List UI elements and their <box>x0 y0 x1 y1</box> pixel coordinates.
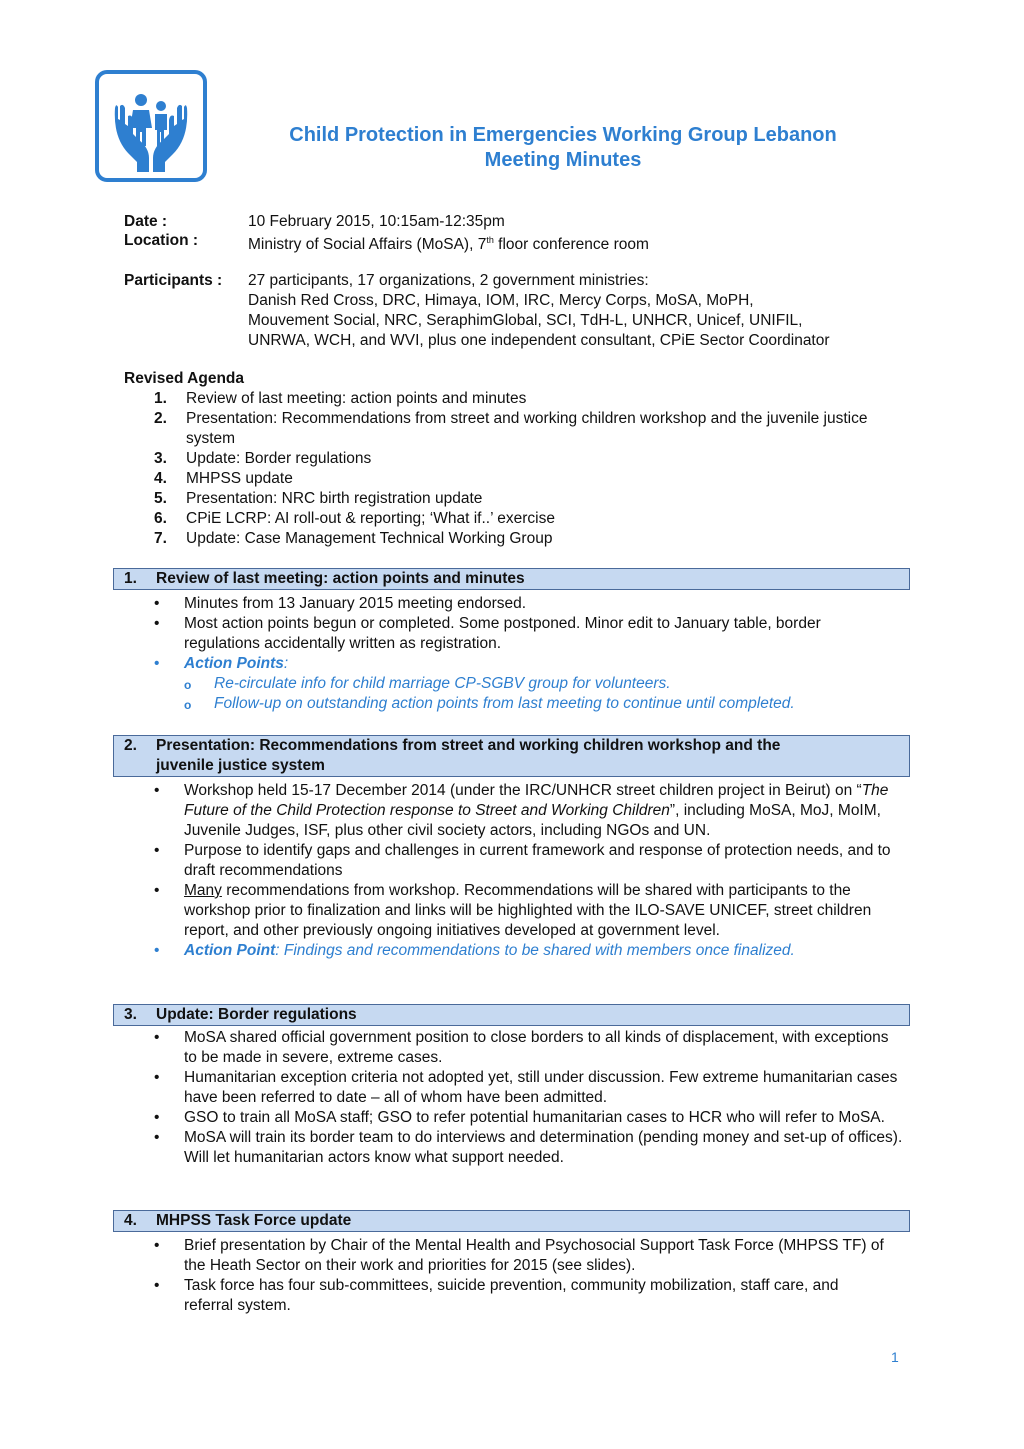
list-item: • Minutes from 13 January 2015 meeting endorsed. <box>150 594 900 614</box>
location-value: Ministry of Social Affairs (MoSA), 7th floor conference room <box>248 235 649 254</box>
list-item: • Workshop held 15-17 December 2014 (under the IRC/UNHCR street children project in Beirut) on “The Future of the Child Protection response to Street and Working Children”, including MoSA, MoJ, MoIM, Juvenile Judges, ISF, plus other civil society actors, including NGOs and UN. <box>150 781 900 841</box>
action-point-item: • Action Point: Findings and recommendations to be shared with members once finalized. <box>150 941 900 961</box>
list-item: • Most action points begun or completed. Some postponed. Minor edit to January table, border regulations accidentally written as registration. <box>150 614 900 654</box>
page-number: 1 <box>891 1349 899 1365</box>
document-title <box>240 123 886 173</box>
participants-label: Participants : <box>124 272 223 289</box>
participants-line: Mouvement Social, NRC, SeraphimGlobal, SCI, TdH-L, UNHCR, Unicef, UNIFIL, <box>248 312 803 329</box>
location-label: Location : <box>124 232 199 249</box>
agenda-item: 3. Update: Border regulations <box>154 450 372 467</box>
date-label: Date : <box>124 213 168 230</box>
list-item: • MoSA will train its border team to do interviews and determination (pending money and set-up of offices). Will let humanitarian actors know what support needed. <box>150 1128 905 1168</box>
section-4-bullets <box>150 1236 890 1316</box>
participants-line: Danish Red Cross, DRC, Himaya, IOM, IRC, Mercy Corps, MoSA, MoPH, <box>248 292 754 309</box>
list-item: • GSO to train all MoSA staff; GSO to refer potential humanitarian cases to HCR who will refer to MoSA. <box>150 1108 905 1128</box>
section-1-bullets <box>150 594 900 714</box>
participants-line: 27 participants, 17 organizations, 2 government ministries: <box>248 272 649 289</box>
agenda-item: 7. Update: Case Management Technical Working Group <box>154 530 553 547</box>
child-protection-hands-icon <box>95 70 207 182</box>
agenda-list <box>124 389 904 549</box>
action-points-sublist <box>150 674 900 714</box>
list-item: o Re-circulate info for child marriage CP-SGBV group for volunteers. <box>150 674 900 694</box>
section-4-header: 4. MHPSS Task Force update <box>113 1210 910 1232</box>
agenda-item: 4. MHPSS update <box>154 470 293 487</box>
section-2-bullets <box>150 781 900 961</box>
action-points-item: • Action Points: o Re-circulate info for child marriage CP-SGBV group for volunteers. o Follow-up on outstanding action points from last meeting to continue until completed. <box>150 654 900 714</box>
agenda-item: 1. Review of last meeting: action points and minutes <box>154 390 527 407</box>
list-item: • MoSA shared official government position to close borders to all kinds of displacement, with exceptions to be made in severe, extreme cases. <box>150 1028 905 1068</box>
date-value: 10 February 2015, 10:15am-12:35pm <box>248 213 505 230</box>
list-item: o Follow-up on outstanding action points from last meeting to continue until completed. <box>150 694 900 714</box>
participants-line: UNRWA, WCH, and WVI, plus one independent consultant, CPiE Sector Coordinator <box>248 332 830 349</box>
section-2-header: 2. Presentation: Recommendations from street and working children workshop and the juvenile justice system <box>113 735 910 777</box>
list-item: • Many recommendations from workshop. Recommendations will be shared with participants to the workshop prior to finalization and links will be highlighted with the ILO-SAVE UNICEF, street children report, and other previously ongoing initiatives developed at government level. <box>150 881 900 941</box>
list-item: • Task force has four sub-committees, suicide prevention, community mobilization, staff care, and referral system. <box>150 1276 890 1316</box>
title-line-1: Child Protection in Emergencies Working Group Lebanon <box>289 124 837 146</box>
agenda-item: 5. Presentation: NRC birth registration update <box>154 490 483 507</box>
section-3-header: 3. Update: Border regulations <box>113 1004 910 1026</box>
action-points-label: Action Points <box>184 655 284 672</box>
section-3-bullets <box>150 1028 905 1168</box>
section-1-header: 1. Review of last meeting: action points and minutes <box>113 568 910 590</box>
agenda-title: Revised Agenda <box>124 370 245 387</box>
list-item: • Humanitarian exception criteria not adopted yet, still under discussion. Few extreme humanitarian cases have been referred to date – all of whom have been admitted. <box>150 1068 905 1108</box>
list-item: • Purpose to identify gaps and challenges in current framework and response of protection needs, and to draft recommendations <box>150 841 900 881</box>
title-line-2: Meeting Minutes <box>484 149 642 171</box>
agenda-item: 2. Presentation: Recommendations from street and working children workshop and the juvenile justice system <box>154 410 868 447</box>
agenda-item: 6. CPiE LCRP: AI roll-out & reporting; ‘What if..’ exercise <box>154 510 555 527</box>
list-item: • Brief presentation by Chair of the Mental Health and Psychosocial Support Task Force (MHPSS TF) of the Heath Sector on their work and priorities for 2015 (see slides). <box>150 1236 890 1276</box>
